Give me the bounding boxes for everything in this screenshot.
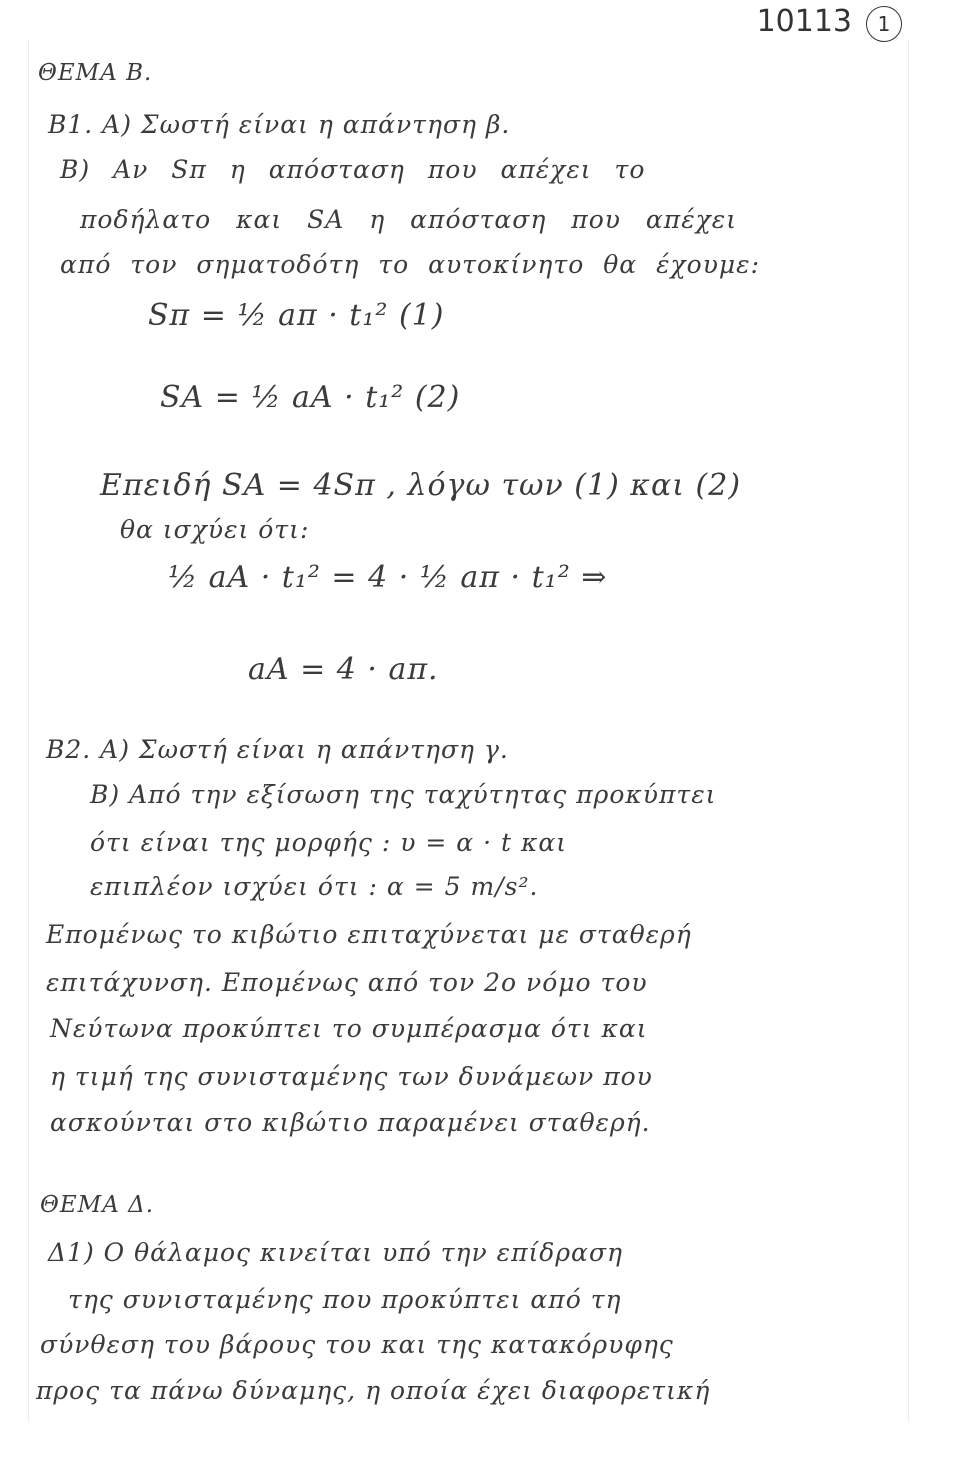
page-right-margin: [908, 40, 909, 1422]
text-line: της συνισταμένης που προκύπτει από τη: [68, 1285, 622, 1314]
text-line: θα ισχύει ότι:: [120, 515, 310, 544]
page-left-margin: [28, 40, 29, 1422]
section-title-d: ΘΕΜΑ Δ.: [40, 1192, 155, 1218]
text-line: από τον σηματοδότη το αυτοκίνητο θα έχουμε:: [60, 250, 761, 279]
answer-b2-a: Β2. Α) Σωστή είναι η απάντηση γ.: [46, 735, 509, 764]
text-line: Επομένως το κιβώτιο επιταχύνεται με σταθερή: [46, 920, 692, 949]
text-line: προς τα πάνω δύναμης, η οποία έχει διαφορετική: [36, 1376, 711, 1405]
equation-2: SΑ = ½ aΑ · t₁² (2): [160, 380, 461, 415]
text-line: Επειδή SΑ = 4Sπ , λόγω των (1) και (2): [100, 468, 742, 503]
text-line: ποδήλατο και SΑ η απόσταση που απέχει: [80, 205, 737, 234]
text-line: ασκούνται στο κιβώτιο παραμένει σταθερή.: [50, 1108, 651, 1137]
equation-result: aΑ = 4 · aπ.: [248, 652, 439, 687]
equation-1: Sπ = ½ aπ · t₁² (1): [148, 298, 445, 333]
text-line: η τιμή της συνισταμένης των δυνάμεων που: [50, 1062, 653, 1091]
text-line: Β) Αν Sπ η απόσταση που απέχει το: [60, 155, 646, 184]
answer-d1: Δ1) Ο θάλαμος κινείται υπό την επίδραση: [48, 1238, 623, 1267]
text-line: ότι είναι της μορφής : υ = α · t και: [90, 828, 568, 857]
text-line: επιτάχυνση. Επομένως από τον 2ο νόμο του: [46, 968, 648, 997]
text-line: σύνθεση του βάρους του και της κατακόρυφης: [40, 1330, 674, 1359]
text-line: Νεύτωνα προκύπτει το συμπέρασμα ότι και: [50, 1014, 648, 1043]
section-title-b: ΘΕΜΑ Β.: [38, 60, 153, 86]
answer-b1-a: Β1. Α) Σωστή είναι η απάντηση β.: [48, 110, 511, 139]
page-number-circle: 1: [866, 6, 902, 42]
equation-3: ½ aΑ · t₁² = 4 · ½ aπ · t₁² ⇒: [168, 560, 608, 595]
text-line: επιπλέον ισχύει ότι : α = 5 m/s².: [90, 872, 539, 901]
text-line: Β) Από την εξίσωση της ταχύτητας προκύπτει: [90, 780, 717, 809]
document-code: 10113: [756, 4, 852, 39]
